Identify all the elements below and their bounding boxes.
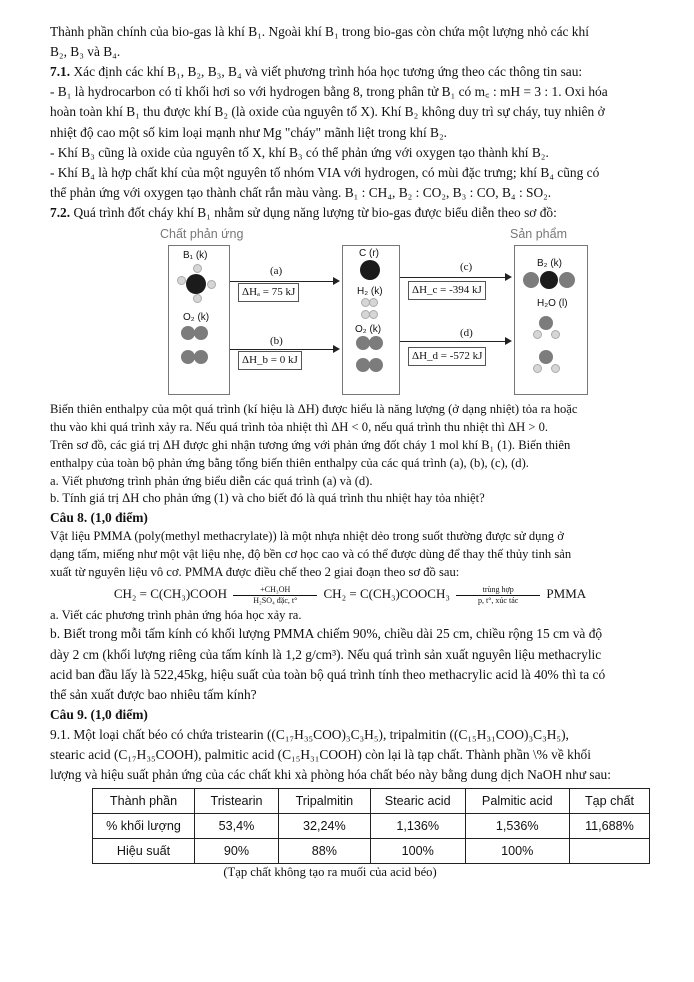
table-header-cell: Stearic acid [370,789,465,814]
h-atom [193,294,202,303]
c-atom [360,260,380,280]
o-atom [523,272,539,288]
q9-line-1: 9.1. Một loại chất béo có chứa tristearin ((C₁₇H₃₅COO)₃C₃H₅), tripalmitin ((C₁₅H₃₁COO)₃C₃H₅), [50,727,569,743]
o2-label: O₂ (k) [183,312,210,324]
q9-line-3: lượng và hiệu suất phản ứng của các chất khi xà phòng hóa chất béo này bằng dung dịch NaOH như sau: [50,767,611,783]
q8-body [50,528,650,582]
q8-question-a: a. Viết các phương trình phản ứng hóa học xảy ra. [50,607,302,622]
eq-arrow-2-bottom: p, t°, xúc tác [478,595,519,605]
eq-reactant: CH₂ = C(CH₃)COOH [113,586,228,602]
c-label: C (r) [359,248,379,260]
eq-arrow-1 [233,586,317,605]
table-header-cell: Thành phần [93,789,195,814]
q72-heading [50,203,650,223]
explain-question-a: a. Viết phương trình phản ứng biểu diễn các quá trình (a) và (d). [50,473,373,488]
b2-label: B₂ (k) [537,258,562,270]
table-cell: 100% [370,839,465,864]
table-row [93,839,650,864]
q8-question-b-4: thể sản xuất được bao nhiêu tấm kính? [50,686,257,702]
q8-question-b-1: b. Biết trong mỗi tấm kính có khối lượng PMMA chiếm 90%, chiều dài 25 cm, chiều rộng 15 cm và độ [50,626,603,642]
eq-product: PMMA [546,586,587,602]
pmma-scheme [50,584,650,605]
q71-heading [50,62,650,82]
q8-question-b-3: acid ban đầu lấy là 522,45kg, hiệu suất của toàn bộ quá trình tính theo methacrylic acid là 40% thì ta có [50,666,606,682]
h-atom [533,364,542,373]
h-atom [369,310,378,319]
table-header-row [93,789,650,814]
path-b-label: (b) [270,335,283,348]
h2-label: H₂ (k) [357,286,383,298]
o-atom [559,272,575,288]
h-atom [551,330,560,339]
o-atom [539,316,553,330]
eq-arrow-1-bottom: H₂SO₄ đặc, t° [253,595,298,605]
c-atom [540,271,558,289]
h-atom [177,276,186,285]
q71-text: Xác định các khí B₁, B₂, B₃, B₄ và viết phương trình hóa học tương ứng theo các thông tin sau: [73,64,583,80]
table-header-cell: Tristearin [195,789,279,814]
arrow-c [400,277,510,278]
reactants-box [168,245,230,395]
products-title: Sản phẩm [510,227,567,242]
table-cell: % khối lượng [93,814,195,839]
eq-arrow-1-top: +CH₃OH [260,584,291,594]
q8-line-1: Vật liệu PMMA (poly(methyl methacrylate)) là một nhựa nhiệt dẻo trong suốt thường được sử dụng ở [50,529,564,544]
products-box [514,245,588,395]
q8-line-2: dạng tấm, miếng như một vật liệu nhẹ, độ bền cơ học cao và có thể được dùng để thay thế thủy tinh sản [50,547,572,562]
explain-line-1: Biến thiên enthalpy của một quá trình (kí hiệu là ΔH) được hiểu là năng lượng (ở dạng nhiệt) tỏa ra hoặc [50,402,578,417]
intro-line-1: Thành phần chính của bio-gas là khí B₁. Ngoài khí B₁ trong bio-gas còn chứa một lượng nhỏ các khí [50,24,589,39]
intro-line-2: B₂, B₃ và B₄. [50,44,121,60]
q71-b4-line-2: thể phản ứng với oxygen tạo thành chất rắn màu vàng. B₁ : CH₄, B₂ : CO₂, B₃ : CO, B₄ : SO₂. [50,184,552,200]
table-cell [569,839,649,864]
eq-arrow-2-top: trùng hợp [482,584,514,594]
table-header-cell: Tripalmitin [278,789,370,814]
o-atom [369,336,383,350]
table-note: (Tạp chất không tạo ra muối của acid béo) [223,865,437,880]
explain-line-3: Trên sơ đồ, các giá trị ΔH được ghi nhận tương ứng với phản ứng đốt cháy 1 mol khí B₁ (1). Biến thiên [50,437,571,452]
explain-line-4: enthalpy của toàn bộ phản ứng bằng tổng biến thiên enthalpy của các quá trình (a), (b), (c), (d). [50,455,529,470]
b1-label: B₁ (k) [183,250,208,262]
reactants-title: Chất phản ứng [160,227,244,242]
h-atom [533,330,542,339]
table-cell: 90% [195,839,279,864]
document-page [50,22,650,882]
arrow-d [400,341,510,342]
q71-b1-line-2: hoàn toàn khí B₁ thu được khí B₂ (là oxide của nguyên tố X). Khí B₂ không duy trì sự cháy, tuy nhiên ở [50,104,605,120]
table-cell: 32,24% [278,814,370,839]
dh-c: ΔH_c = -394 kJ [408,281,486,300]
arrow-b [230,349,338,350]
q8-line-3: xuất từ nguyên liệu vô cơ. PMMA được điều chế theo 2 giai đoạn theo sơ đồ sau: [50,565,460,580]
saponification-table [92,788,650,864]
explain-line-2: thu vào khi quá trình xảy ra. Nếu quá trình tỏa nhiệt thì ΔH < 0, nếu quá trình thu nhiệt thì ΔH > 0. [50,419,549,434]
o-atom [181,350,195,364]
path-c-label: (c) [460,261,473,274]
path-a-label: (a) [270,265,283,278]
h-atom [193,264,202,273]
table-header-cell: Tạp chất [569,789,649,814]
dh-b: ΔH_b = 0 kJ [238,351,302,370]
arrow-a [230,281,338,282]
h-atom [369,298,378,307]
table-cell: Hiệu suất [93,839,195,864]
explain-question-b: b. Tính giá trị ΔH cho phản ứng (1) và cho biết đó là quá trình thu nhiệt hay tỏa nhiệt? [50,491,485,506]
q71-b3-line: - Khí B₃ cũng là oxide của nguyên tố X, khí B₃ có thể phản ứng với oxygen tạo thành khí B₂. [50,144,549,160]
q71-b1-line-1: - B₁ là hydrocarbon có tỉ khối hơi so với hydrogen bằng 8, trong phân tử B₁ có m꜀ : mH = 3 : 1. Oxi hóa [50,84,608,100]
o-atom [181,326,195,340]
eq-arrow-2 [456,586,540,605]
o-atom [194,326,208,340]
table-cell: 53,4% [195,814,279,839]
enthalpy-diagram [160,229,694,397]
c-atom [186,274,206,294]
q8-question-b-2: dày 2 cm (khối lượng riêng của tấm kính là 1,2 g/cm³). Nếu quá trình sản xuất nguyên liệu methacrylic [50,646,602,662]
table-cell: 100% [465,839,569,864]
h2o-label: H₂O (l) [537,298,568,310]
q71-b4-line-1: - Khí B₄ là hợp chất khí của một nguyên tố nhóm VIA với hydrogen, có mùi đặc trưng; khí B₄ cũng có [50,164,600,180]
o-atom [356,336,370,350]
table-cell: 1,136% [370,814,465,839]
h-atom [551,364,560,373]
o2b-label: O₂ (k) [355,324,382,336]
dh-a: ΔHₐ = 75 kJ [238,283,299,302]
eq-intermediate: CH₂ = C(CH₃)COOCH₃ [323,586,450,602]
q71-number: 7.1. [50,64,71,80]
q72-number: 7.2. [50,204,71,220]
q9-line-2: stearic acid (C₁₇H₃₅COOH), palmitic acid (C₁₅H₃₁COOH) còn lại là tạp chất. Thành phần \% về khối [50,747,591,763]
o-atom [356,358,370,372]
o-atom [369,358,383,372]
h-atom [207,280,216,289]
q8-title: Câu 8. (1,0 điểm) [50,510,148,526]
table-row [93,814,650,839]
o-atom [539,350,553,364]
intermediate-box [342,245,400,395]
table-cell: 1,536% [465,814,569,839]
o-atom [194,350,208,364]
enthalpy-explanation [50,401,650,508]
table-cell: 88% [278,839,370,864]
path-d-label: (d) [460,327,473,340]
table-cell: 11,688% [569,814,649,839]
q71-b1-line-3: nhiệt độ cao một số kim loại mạnh như Mg "cháy" mãnh liệt trong khí B₂. [50,124,447,140]
q9-title: Câu 9. (1,0 điểm) [50,706,148,722]
table-header-cell: Palmitic acid [465,789,569,814]
dh-d: ΔH_d = -572 kJ [408,347,486,366]
q72-text: Quá trình đốt cháy khí B₁ nhằm sử dụng năng lượng từ bio-gas được biểu diễn theo sơ đồ: [73,204,557,220]
